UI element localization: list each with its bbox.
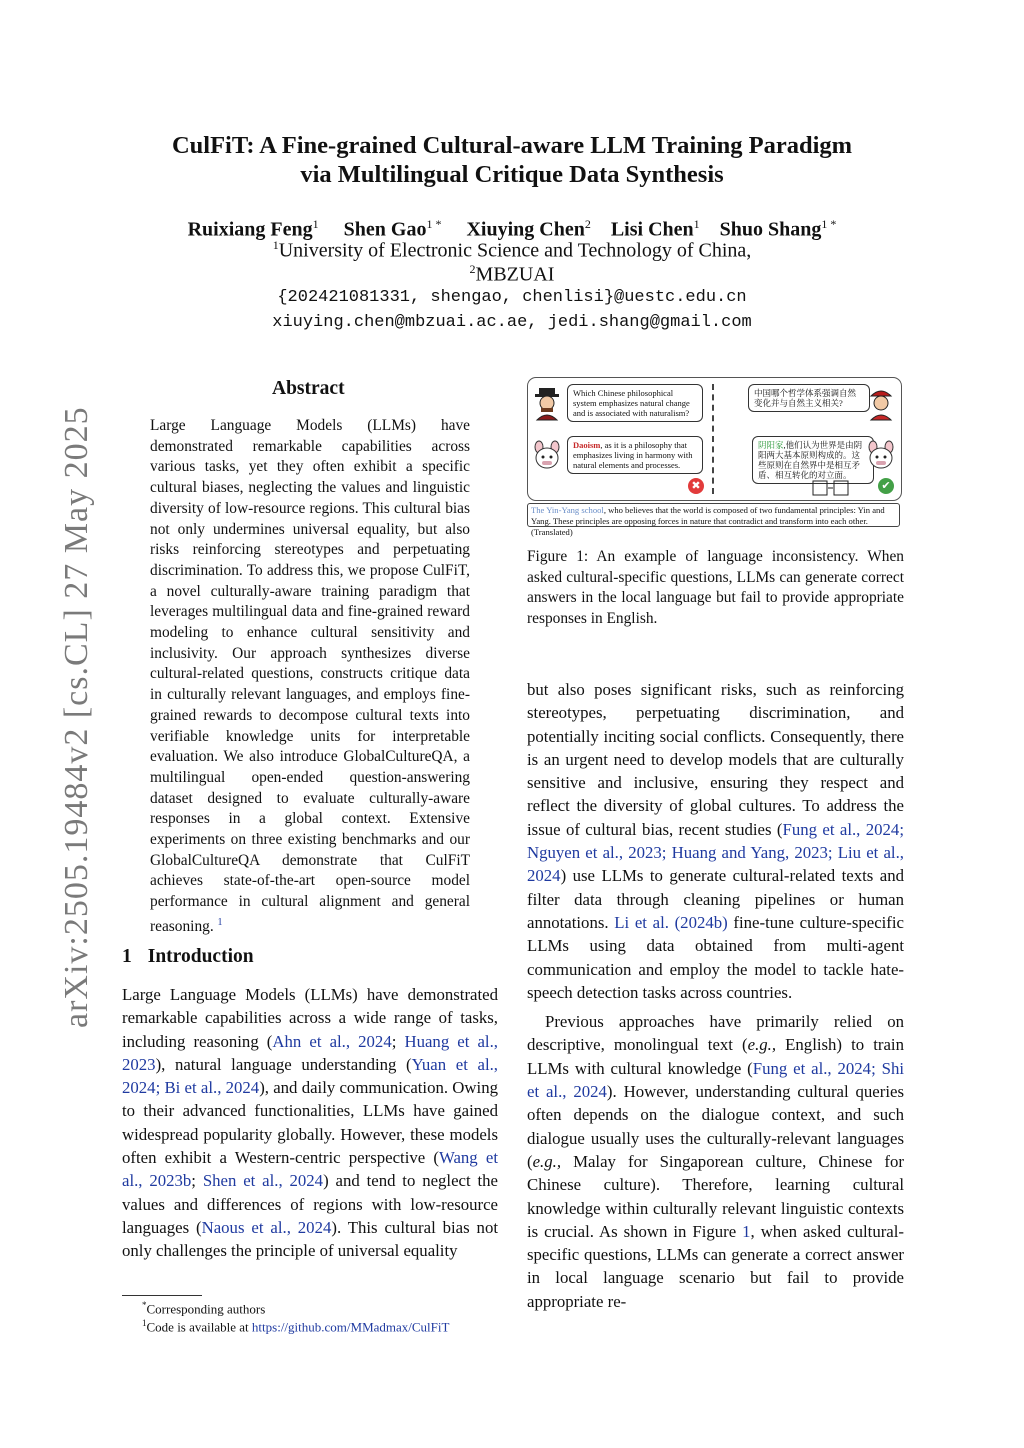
author-name: Lisi Chen	[610, 218, 694, 241]
text: ;	[191, 1171, 203, 1191]
text: Malay for Singaporean culture, Chinese for Chinese culture). Therefore, learning cultural knowledge within culturally relevant linguistic contexts is crucial. As shown in Figure	[527, 1151, 904, 1241]
intro-left-column	[122, 983, 498, 1263]
affil-text: MBZUAI	[475, 263, 555, 286]
text: ) use LLMs to generate cultural-related texts and filter data through cleaning pipelines or human annotations.	[527, 866, 904, 932]
question-bubble-en	[567, 384, 703, 422]
text: English) to train LLMs with cultural knowledge (	[527, 1035, 904, 1078]
affil-text: University of Electronic Science and Technology of China,	[278, 239, 752, 262]
question-bubble-zh	[748, 384, 870, 412]
affiliation-2	[0, 262, 1024, 287]
footnote-link[interactable]: 1	[217, 916, 223, 928]
author-name: Xiuying Chen	[466, 218, 585, 241]
intro-right-column	[527, 678, 904, 1313]
citation-link[interactable]: Shen et al., 2024	[202, 1171, 324, 1191]
text: e.g.,	[532, 1151, 562, 1171]
abstract-text: Large Language Models (LLMs) have demonstrated remarkable capabilities across various tasks, yet they often exhibit a specific cultural biases, neglecting the values and linguistic diversity of low-resource regions. This cultural bias not only undermines universal equality, but also risks reinforcing stereotypes and perpetuating discrimination. To address this, we propose CulFiT, a novel culturally-aware training paradigm that leverages multilingual data and fine-grained reward modeling to enhance cultural sensitivity and inclusivity. Our approach synthesizes diverse cultural-related questions, constructs critique data in culturally relevant languages, and employs fine-grained rewards to decompose cultural texts into verifiable knowledge units for interpretable evaluation. We also introduce GlobalCultureQA, a multilingual open-ended question-answering dataset designed to evaluate culturally-aware responses in a global context. Extensive experiments on three existing benchmarks and our GlobalCultureQA demonstrate that CulFiT achieves state-of-the-art open-source model performance in cultural alignment and general reasoning.	[150, 417, 470, 935]
citation-link[interactable]: Li et al. (2024b)	[614, 912, 728, 932]
text: fine-tune culture-specific LLMs using data obtained from multi-agent communication and employ the model to tackle hate-speech detection tasks across countries.	[527, 912, 905, 1002]
citation-link[interactable]: Naous et al., 2024	[201, 1217, 332, 1237]
figure-divider	[712, 384, 714, 494]
author-name: Shuo Shang	[719, 218, 822, 241]
section-title: Introduction	[147, 946, 254, 967]
citation-link[interactable]: Ahn et al., 2024	[272, 1031, 392, 1051]
title-line-2: via Multilingual Critique Data Synthesis	[300, 161, 724, 188]
code-link[interactable]: https://github.com/MMadmax/CulFiT	[251, 1319, 450, 1335]
footnote-2	[142, 1315, 449, 1335]
author-affil: 1 *	[426, 217, 442, 231]
affiliation-1	[0, 238, 1024, 263]
chinese-person-icon	[867, 386, 895, 422]
text: e.g.,	[747, 1035, 777, 1055]
author-affil: 1	[312, 217, 319, 231]
citation-link[interactable]: Wang et al., 2023b	[122, 1148, 498, 1191]
translation-keyword: The Yin-Yang school	[531, 505, 604, 515]
abstract-heading: Abstract	[272, 378, 345, 399]
title-line-1: CulFiT: A Fine-grained Cultural-aware LLM Training Paradigm	[171, 132, 853, 159]
email-line-1: {202421081331, shengao, chenlisi}@uestc.edu.cn	[277, 288, 747, 307]
footnote-text: Corresponding authors	[146, 1301, 266, 1317]
text: ). This cultural bias not only challenges the principle of universal equality	[122, 1217, 499, 1261]
affil-sup: 2	[469, 262, 476, 276]
figure-link[interactable]: 1	[742, 1221, 751, 1241]
section-heading	[122, 946, 270, 968]
text: , when asked cultural-specific questions, LLMs can generate a correct answer in local language scenario but fail to provide appropriate re-	[527, 1221, 904, 1311]
section-number: 1	[122, 946, 132, 967]
answer-keyword: 阴阳家	[758, 440, 784, 450]
western-person-icon	[533, 386, 561, 422]
author-affil: 2	[584, 217, 591, 231]
llm-robot-icon	[533, 440, 561, 470]
text: Large Language Models (LLMs) have demonstrated remarkable capabilities across a wide range of tasks, including reasoning (	[122, 985, 498, 1051]
correct-icon: ✔	[878, 478, 894, 494]
footnote-rule	[122, 1295, 202, 1296]
footnote-text: Code is available at	[146, 1319, 252, 1335]
text: but also poses significant risks, such as reinforcing stereotypes, perpetuating discrimination, and potentially inciting social conflicts. Consequently, there is an urgent need to develop models that are culturally sensitive and inclusive, ensuring they respect and reflect the diversity of global cultures. To address the issue of cultural bias, recent studies (	[527, 680, 904, 839]
email-line-2: xiuying.chen@mbzuai.ac.ae, jedi.shang@gmail.com	[272, 313, 752, 332]
text: ) and tend to neglect the values and differences of regions with low-resource languages (	[122, 1171, 498, 1237]
question-text: Which Chinese philosophical system emphasizes natural change and is associated with naturalism?	[573, 388, 690, 418]
text: Previous approaches have primarily relied on descriptive, monolingual text (	[527, 1012, 904, 1055]
text: ), and daily communication. Owing to their advanced functionalities, LLMs have gained widespread popularity globally. However, these models often exhibit a Western-centric perspective (	[122, 1078, 498, 1168]
citation-link[interactable]: Fung et al., 2024; Shi et al., 2024	[527, 1058, 904, 1102]
figure-translation-box	[527, 503, 900, 537]
answer-keyword: Daoism	[573, 440, 601, 450]
footnote-mark: 1	[142, 1318, 147, 1328]
text: ;	[391, 1031, 405, 1051]
figure-1-caption: Figure 1: An example of language inconsistency. When asked cultural-specific questions, LLMs can generate correct answers in the local language but fail to provide appropriate responses in English.	[527, 548, 904, 628]
translation-text: , who believes that the world is composed of two fundamental principles: Yin and Yang. These principles are opposing forces in nature that contradict and transform into each other. (Translated)	[531, 505, 885, 537]
question-text: 中国哪个哲学体系强调自然变化并与自然主义相关?	[754, 388, 857, 408]
text: ). However, understanding cultural queries often depends on the dialogue context, and such dialogue usually uses the culturally-relevant languages (	[527, 1082, 904, 1171]
answer-text: ,他们认为世界是由阴阳两大基本原则构成的。这些原则在自然界中是相互矛盾、相互转化的对立面。	[758, 440, 863, 480]
abstract-body	[150, 416, 470, 938]
author-name: Ruixiang Feng	[187, 218, 313, 241]
citation-link[interactable]: Huang et al., 2023	[122, 1031, 498, 1074]
translate-icon	[812, 480, 850, 496]
text: ), natural language understanding (	[155, 1054, 412, 1074]
paper-title	[0, 131, 1024, 189]
llm-robot-icon	[867, 440, 895, 470]
arxiv-sidebar: arXiv:2505.19484v2 [cs.CL] 27 May 2025	[58, 406, 95, 1028]
affil-sup: 1	[272, 238, 279, 252]
citation-link[interactable]: Yuan et al., 2024; Bi et al., 2024	[122, 1054, 498, 1098]
answer-text: , as it is a philosophy that emphasizes living in harmony with natural elements and processes.	[573, 440, 693, 470]
answer-bubble-en	[567, 436, 703, 474]
wrong-icon: ✖	[688, 478, 704, 494]
citation-link[interactable]: Fung et al., 2024; Nguyen et al., 2023; Huang and Yang, 2023; Liu et al., 2024	[527, 819, 904, 886]
author-affil: 1	[693, 217, 700, 231]
author-affil: 1 *	[821, 217, 837, 231]
answer-bubble-zh	[752, 436, 874, 484]
author-name: Shen Gao	[343, 218, 427, 241]
footnote-mark: *	[142, 1300, 147, 1310]
